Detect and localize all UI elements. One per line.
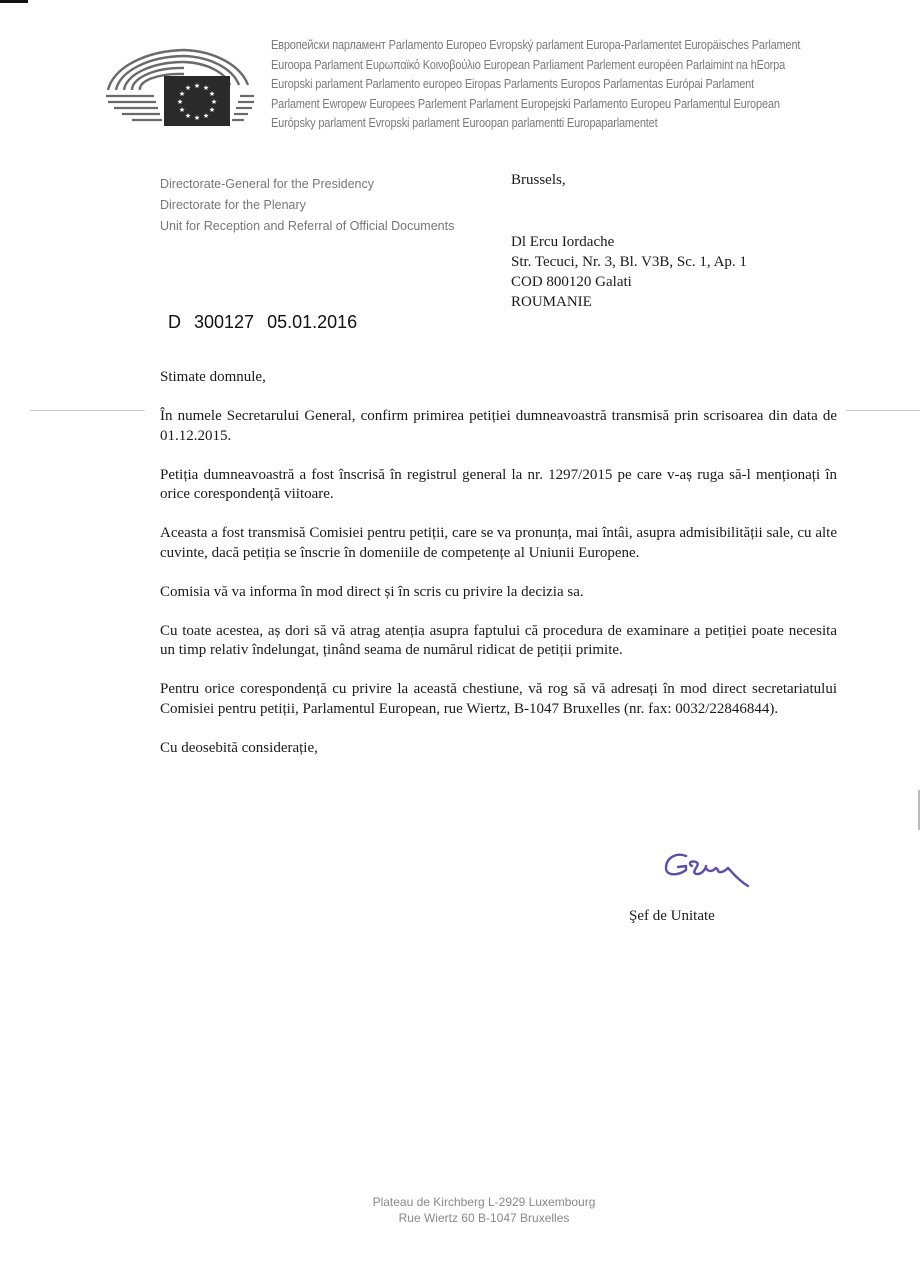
handwritten-signature-icon bbox=[658, 842, 758, 902]
recipient-address bbox=[511, 232, 747, 312]
closing: Cu deosebită considerație, bbox=[160, 739, 318, 756]
svg-text:★: ★ bbox=[184, 112, 192, 120]
salutation: Stimate domnule, bbox=[160, 369, 266, 385]
parliament-names-line: Европейски парламент Parlamento Europeo Evropský parlament Europa-Parlamentet Europäisches Parlament bbox=[271, 38, 801, 52]
footer-luxembourg: Plateau de Kirchberg L-2929 Luxembourg bbox=[372, 1195, 596, 1209]
svg-text:★: ★ bbox=[193, 82, 201, 90]
recipient-country: ROUMANIE bbox=[511, 294, 592, 310]
scan-edge-mark bbox=[0, 0, 28, 3]
signer-title: Şef de Unitate bbox=[629, 908, 715, 924]
recipient-postal: COD 800120 Galati bbox=[511, 274, 632, 290]
european-parliament-logo-icon bbox=[98, 30, 258, 130]
paragraph-contact: Pentru orice corespondență cu privire la această chestiune, vă rog să vă adresați în mod direct secretariatului Comisiei pentru petiții, Parlamentul European, rue Wiertz, B-1047 Bruxelles (nr. fax: 0032/22846844). bbox=[160, 681, 837, 717]
scan-fold-line bbox=[30, 410, 145, 411]
svg-text:★: ★ bbox=[202, 84, 210, 92]
paragraph-referral: Aceasta a fost transmisă Comisiei pentru petiții, care se va pronunța, mai întâi, asupra admisibilității sale, cu alte cuvinte, dacă petiția se înscrie în domeniile de competențe al Uniunii Europene. bbox=[160, 525, 837, 561]
parliament-names-line: Parlament Ewropew Europees Parlement Parlament Europejski Parlamento Europeu Parlamentul European bbox=[271, 96, 780, 111]
sender-directorate: Directorate for the Plenary bbox=[160, 198, 306, 212]
document-reference: D 300127 05.01.2016 bbox=[168, 312, 358, 332]
svg-text:★: ★ bbox=[184, 84, 192, 92]
recipient-name: Dl Ercu Iordache bbox=[511, 234, 615, 250]
paragraph-acknowledgement: În numele Secretarului General, confirm primirea petiției dumneavoastră transmisă prin scrisoarea din data de 01.12.2015. bbox=[160, 408, 837, 444]
parliament-names-line: Euroopa Parlament Ευρωπαϊκό Κοινοβούλιο European Parliament Parlement européen Parlaimint na hEorpa bbox=[271, 57, 786, 72]
svg-text:★: ★ bbox=[193, 114, 201, 122]
paragraph-information: Comisia vă va informa în mod direct și în scris cu privire la decizia sa. bbox=[160, 583, 584, 600]
footer-brussels: Rue Wiertz 60 B-1047 Bruxelles bbox=[398, 1210, 570, 1225]
svg-text:★: ★ bbox=[210, 98, 218, 106]
scan-fold-line bbox=[846, 410, 920, 411]
footer-address bbox=[0, 1195, 920, 1226]
svg-text:★: ★ bbox=[208, 90, 216, 98]
paragraph-duration: Cu toate acestea, aș dori să vă atrag atenția asupra faptului că procedura de examinare a petiției poate necesita un timp relativ îndelungat, ținând seama de numărul ridicat de petiții primite. bbox=[160, 622, 837, 658]
svg-text:★: ★ bbox=[202, 112, 210, 120]
letter-body bbox=[160, 368, 837, 778]
svg-text:★: ★ bbox=[178, 106, 186, 114]
parliament-names-line: Europski parlament Parlamento europeo Eiropas Parlaments Europos Parlamentas Európai Parlament bbox=[271, 77, 754, 91]
svg-text:★: ★ bbox=[208, 106, 216, 114]
svg-text:★: ★ bbox=[178, 90, 186, 98]
sender-directorate-general: Directorate-General for the Presidency bbox=[160, 177, 374, 191]
place-line: Brussels, bbox=[511, 172, 566, 188]
svg-text:★: ★ bbox=[176, 98, 184, 106]
paragraph-registration: Petiția dumneavoastră a fost înscrisă în registrul general la nr. 1297/2015 pe care v-aș ruga să-l menționați în orice corespondență viitoare. bbox=[160, 466, 837, 502]
parliament-names-line: Európsky parlament Evropski parlament Euroopan parlamentti Europaparlamentet bbox=[271, 116, 658, 130]
sender-unit: Unit for Reception and Referral of Official Documents bbox=[160, 219, 455, 233]
recipient-street: Str. Tecuci, Nr. 3, Bl. V3B, Sc. 1, Ap. 1 bbox=[511, 254, 747, 270]
sender-block bbox=[160, 174, 454, 237]
parliament-names-multilingual bbox=[271, 36, 799, 134]
